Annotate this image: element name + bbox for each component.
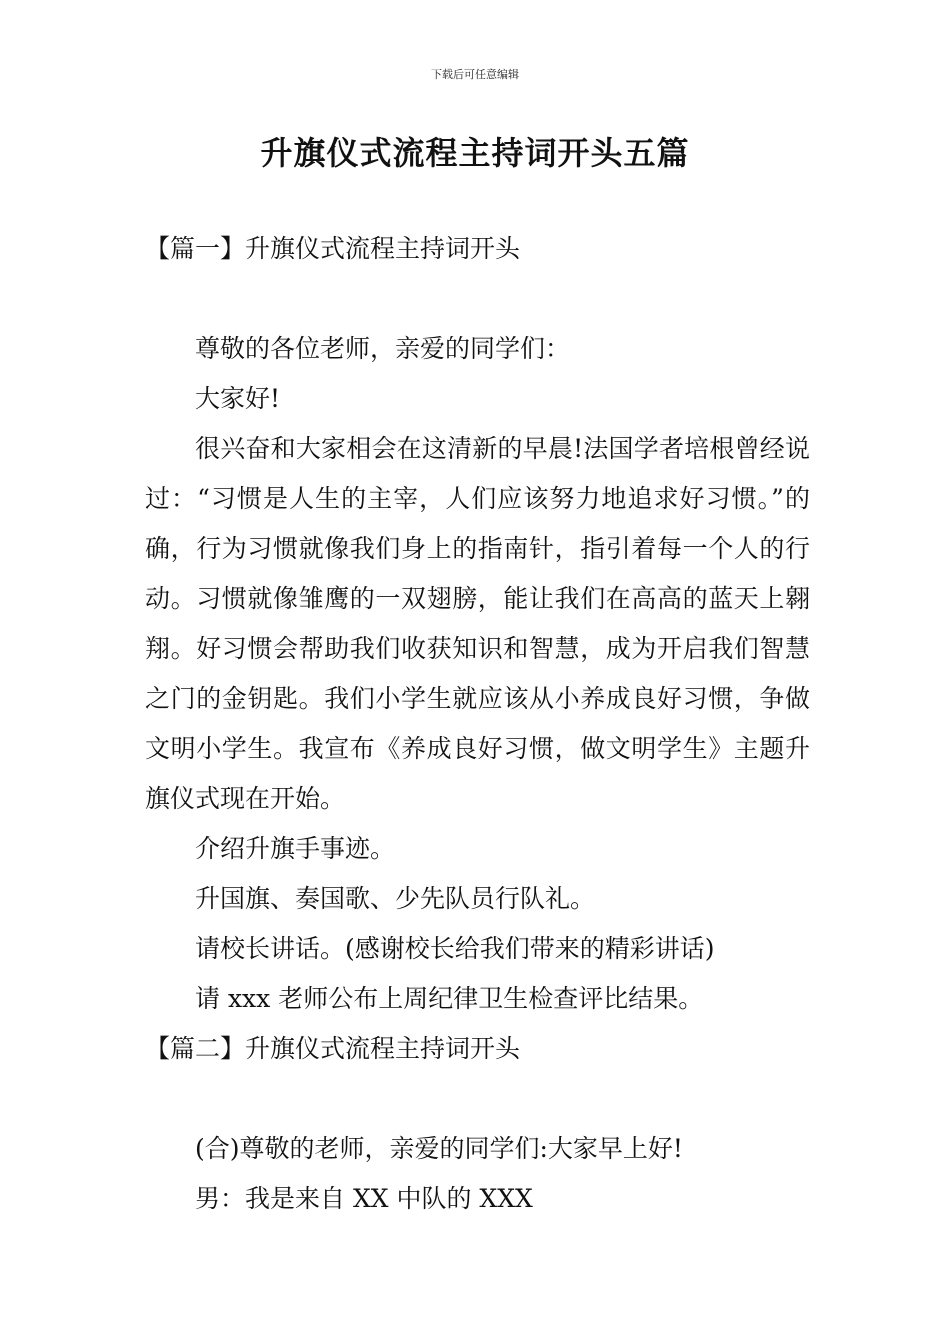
paragraph: 很兴奋和大家相会在这清新的早晨!法国学者培根曾经说过：“习惯是人生的主宰，人们应该努力地追求好习惯。”的确，行为习惯就像我们身上的指南针，指引着每一个人的行动。习惯就像雏鹰的一双翅膀，能让我们在高高的蓝天上翱翔。好习惯会帮助我们收获知识和智慧，成为开启我们智慧之门的金钥匙。我们小学生就应该从小养成良好习惯，争做文明小学生。我宣布《养成良好习惯，做文明学生》主题升旗仪式现在开始。 (145, 434, 810, 813)
paragraph: 请校长讲话。(感谢校长给我们带来的精彩讲话) (195, 934, 715, 963)
paragraph: 升国旗、奏国歌、少先队员行队礼。 (195, 884, 596, 913)
paragraph: 介绍升旗手事迹。 (195, 834, 396, 863)
document-title: 升旗仪式流程主持词开头五篇 (260, 134, 690, 172)
paragraph: 尊敬的各位老师，亲爱的同学们： (195, 334, 571, 363)
section-heading-2: 【篇二】升旗仪式流程主持词开头 (145, 1034, 521, 1063)
document-body (145, 224, 810, 1224)
section-heading-1: 【篇一】升旗仪式流程主持词开头 (145, 234, 521, 263)
header-note: 下载后可任意编辑 (431, 68, 519, 81)
paragraph: 请 xxx 老师公布上周纪律卫生检查评比结果。 (195, 984, 704, 1013)
spacer (145, 1074, 810, 1124)
paragraph: 大家好! (195, 384, 281, 413)
spacer (145, 274, 810, 324)
paragraph: (合)尊敬的老师，亲爱的同学们:大家早上好! (195, 1134, 683, 1163)
paragraph: 男：我是来自 XX 中队的 XXX (195, 1184, 533, 1213)
